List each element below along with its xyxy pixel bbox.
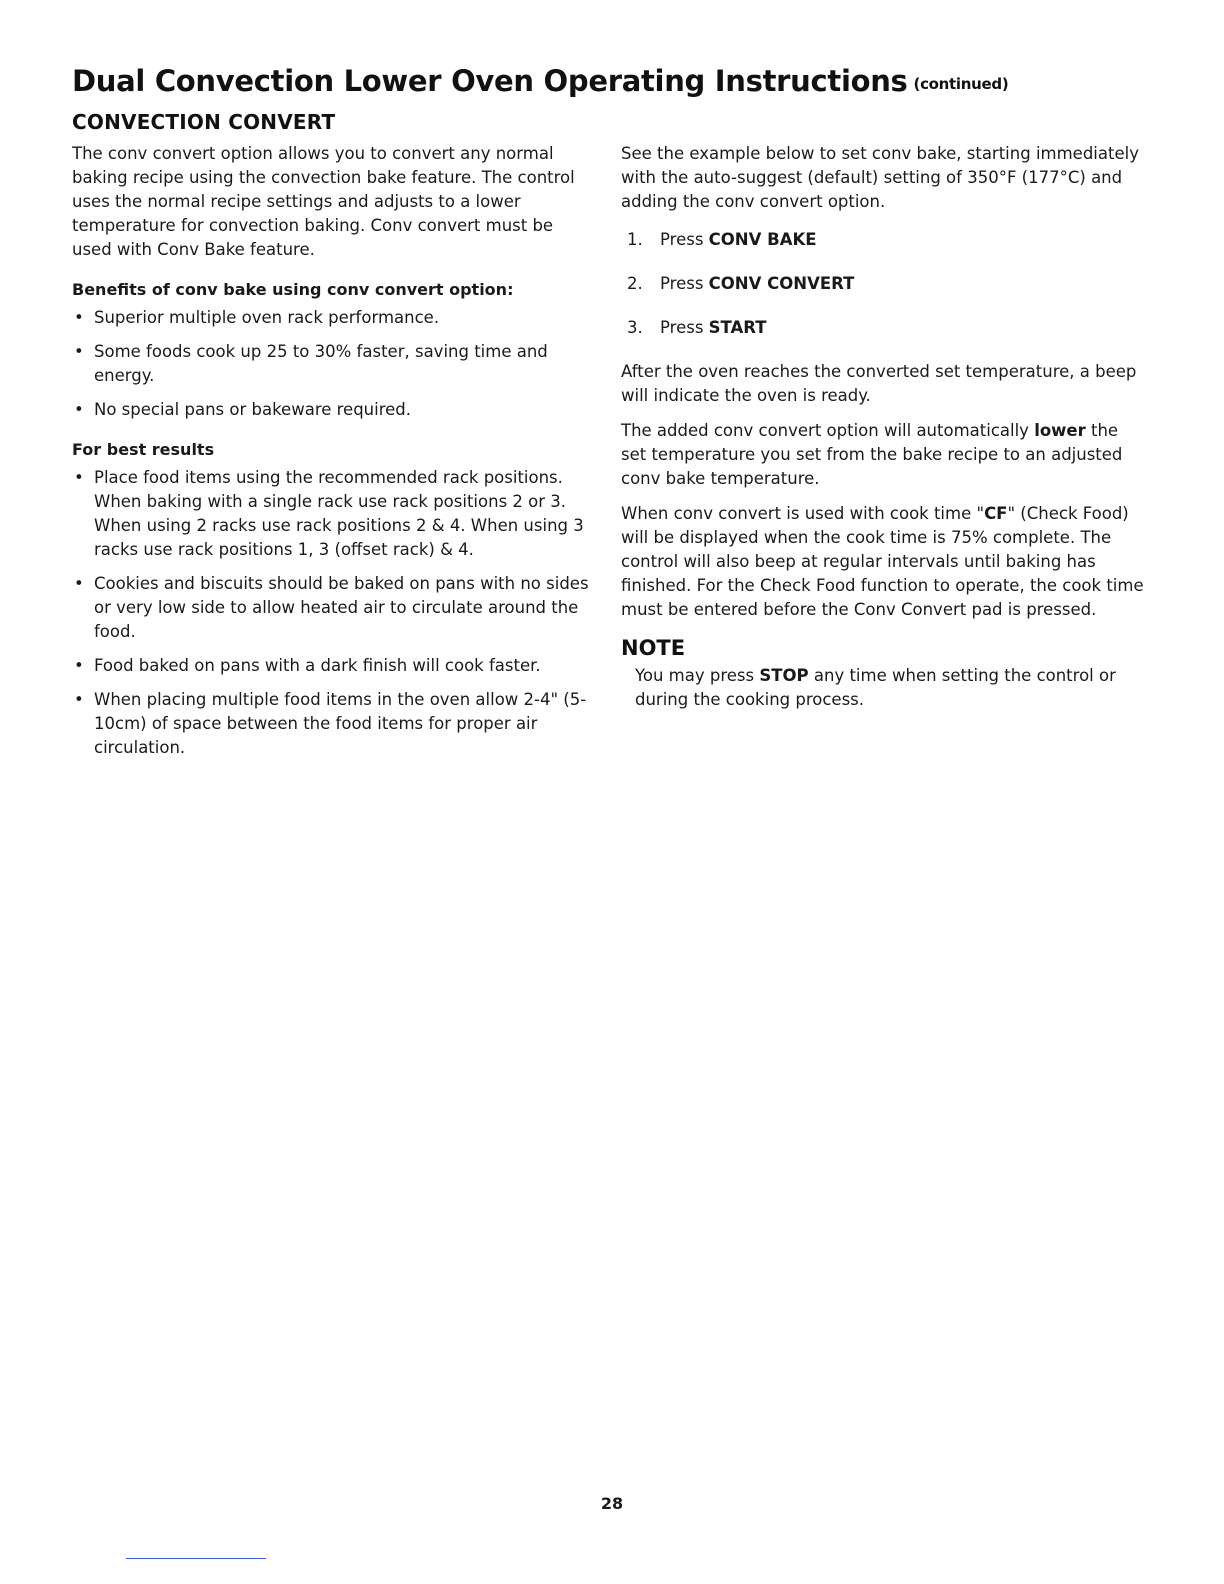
bold-cf: CF <box>984 504 1008 523</box>
example-intro-paragraph: See the example below to set conv bake, starting immediately with the auto-suggest (default) setting of 350°F (177°C) and adding the conv convert option. <box>621 144 1139 211</box>
benefits-list <box>72 306 597 422</box>
list-item <box>72 398 597 422</box>
intro-paragraph: The conv convert option allows you to convert any normal baking recipe using the convection bake feature. The control uses the normal recipe settings and adjusts to a lower temperature for convection baking. Conv convert must be used with Conv Bake feature. <box>72 144 575 259</box>
bullet-icon: • <box>74 468 84 487</box>
list-item <box>72 688 597 760</box>
lower-paragraph <box>621 419 1146 491</box>
bullet-icon: • <box>74 690 84 709</box>
list-item-text: Cookies and biscuits should be baked on pans with no sides or very low side to allow heated air to circulate around the food. <box>94 574 589 641</box>
page-number: 28 <box>600 1494 624 1513</box>
page-title-text: Dual Convection Lower Oven Operating Instructions <box>72 64 908 98</box>
after-steps-paragraph: After the oven reaches the converted set temperature, a beep will indicate the oven is ready. <box>621 362 1137 405</box>
step-key-conv-convert: CONV CONVERT <box>708 274 855 293</box>
text-segment: the set temperature you set from the bake recipe to an adjusted conv bake temperature. <box>621 421 1123 488</box>
bullet-icon: • <box>74 574 84 593</box>
page-title <box>72 64 1008 98</box>
note-paragraph <box>621 664 1146 712</box>
step-key-conv-bake: CONV BAKE <box>708 230 817 249</box>
best-results-list <box>72 466 597 760</box>
note-heading: NOTE <box>621 636 686 660</box>
text-segment: " (Check Food) will be displayed when the cook time is 75% complete. The control will also beep at regular intervals until baking has finished. For the Check Food function to operate, the cook time must be entered before the Conv Convert pad is pressed. <box>621 504 1144 619</box>
bold-lower: lower <box>1034 421 1086 440</box>
step-item <box>621 316 1146 340</box>
text-segment: any time when setting the control or during the cooking process. <box>635 666 1116 709</box>
list-item-text: Place food items using the recommended rack positions. When baking with a single rack use rack positions 2 or 3. When using 2 racks use rack positions 2 & 4. When using 3 racks use rack positions 1, 3 (offset rack) & 4. <box>94 468 584 559</box>
best-results-heading: For best results <box>72 440 215 459</box>
bullet-icon: • <box>74 308 84 327</box>
list-item <box>72 340 597 388</box>
step-number: 3. <box>627 318 643 337</box>
benefits-heading: Benefits of conv bake using conv convert option: <box>72 280 514 299</box>
bullet-icon: • <box>74 400 84 419</box>
text-segment: When conv convert is used with cook time " <box>621 504 985 523</box>
list-item <box>72 466 597 562</box>
list-item <box>72 572 597 644</box>
text-segment: The added conv convert option will automatically <box>621 421 1035 440</box>
footer-rule <box>126 1558 266 1559</box>
text-segment: You may press <box>635 666 760 685</box>
step-number: 2. <box>627 274 643 293</box>
steps-list <box>621 228 1146 340</box>
list-item-text: No special pans or bakeware required. <box>94 400 412 419</box>
list-item <box>72 306 597 330</box>
bullet-icon: • <box>74 656 84 675</box>
list-item-text: Food baked on pans with a dark finish will cook faster. <box>94 656 541 675</box>
right-column <box>621 142 1146 712</box>
continued-label: (continued) <box>913 75 1009 93</box>
step-number: 1. <box>627 230 643 249</box>
check-food-paragraph <box>621 502 1146 622</box>
step-item <box>621 228 1146 252</box>
step-prefix: Press <box>660 318 709 337</box>
list-item-text: Some foods cook up 25 to 30% faster, saving time and energy. <box>94 342 548 385</box>
bold-stop: STOP <box>759 666 809 685</box>
left-column <box>72 110 597 770</box>
list-item <box>72 654 597 678</box>
list-item-text: Superior multiple oven rack performance. <box>94 308 440 327</box>
step-prefix: Press <box>660 274 709 293</box>
step-key-start: START <box>708 318 767 337</box>
section-heading-convection-convert: CONVECTION CONVERT <box>72 110 336 134</box>
list-item-text: When placing multiple food items in the oven allow 2-4" (5-10cm) of space between the food items for proper air circulation. <box>94 690 587 757</box>
step-prefix: Press <box>660 230 709 249</box>
step-item <box>621 272 1146 296</box>
bullet-icon: • <box>74 342 84 361</box>
